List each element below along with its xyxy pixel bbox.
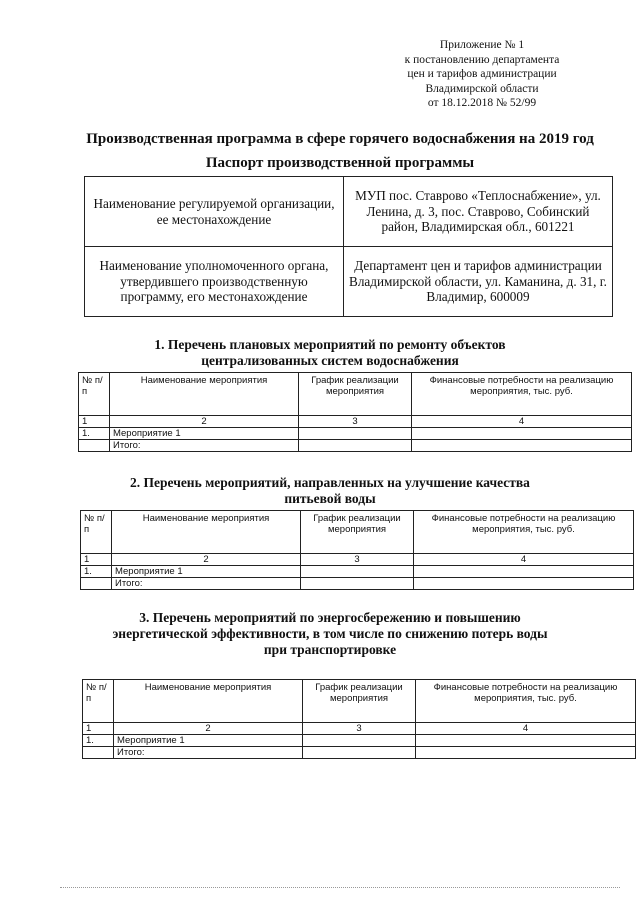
section-title-line: при транспортировке: [263, 642, 397, 657]
col-index: 1: [81, 554, 112, 566]
col-header-schedule: График реализации мероприятия: [303, 680, 416, 723]
section-title: [40, 610, 620, 658]
column-index-row: [79, 416, 632, 428]
total-schedule: [299, 440, 412, 452]
section-title-line: централизованных систем водоснабжения: [201, 353, 459, 368]
passport-label: Наименование уполномоченного органа, утвердившего производственную программу, его местонахождение: [85, 247, 344, 317]
row-finance: [414, 566, 634, 578]
passport-title: Паспорт производственной программы: [205, 155, 475, 171]
col-header-finance: Финансовые потребности на реализацию мероприятия, тыс. руб.: [416, 680, 636, 723]
total-row: [79, 440, 632, 452]
col-index: 4: [412, 416, 632, 428]
col-index: 2: [114, 723, 303, 735]
row-name: Мероприятие 1: [114, 735, 303, 747]
passport-value: МУП пос. Ставрово «Теплоснабжение», ул. Ленина, д. 3, пос. Ставрово, Собинский район, Владимирская обл., 601221: [344, 177, 613, 247]
col-index: 3: [303, 723, 416, 735]
section-title-line: 2. Перечень мероприятий, направленных на улучшение качества: [130, 475, 530, 490]
row-name: Мероприятие 1: [110, 428, 299, 440]
col-index: 4: [416, 723, 636, 735]
total-schedule: [301, 578, 414, 590]
appendix-line: от 18.12.2018 № 52/99: [427, 97, 537, 109]
total-schedule: [303, 747, 416, 759]
appendix-line: к постановлению департамента: [404, 53, 560, 66]
appendix-line: Владимирской области: [425, 82, 539, 95]
appendix-line: Приложение № 1: [439, 39, 525, 51]
section-title: [40, 475, 620, 507]
total-finance: [414, 578, 634, 590]
row-finance: [416, 735, 636, 747]
section-title-line: 3. Перечень мероприятий по энергосбережению и повышению: [139, 610, 521, 625]
activities-table: [82, 679, 636, 759]
section-title-line: 1. Перечень плановых мероприятий по ремонту объектов: [154, 337, 506, 352]
col-header-finance: Финансовые потребности на реализацию мероприятия, тыс. руб.: [412, 373, 632, 416]
total-num: [81, 578, 112, 590]
total-num: [79, 440, 110, 452]
col-index: 3: [299, 416, 412, 428]
section-title-line: питьевой воды: [284, 491, 376, 506]
col-header-name: Наименование мероприятия: [110, 373, 299, 416]
passport-row: [85, 247, 613, 317]
col-header-name: Наименование мероприятия: [114, 680, 303, 723]
passport-value: Департамент цен и тарифов администрации Владимирской области, ул. Каманина, д. 31, г. Владимир, 600009: [344, 247, 613, 317]
total-row: [81, 578, 634, 590]
scan-artifact-line: [60, 887, 620, 888]
total-row: [83, 747, 636, 759]
col-header-num: № п/п: [81, 511, 112, 554]
row-num: 1.: [79, 428, 110, 440]
total-label: Итого:: [110, 440, 299, 452]
table-row: [81, 566, 634, 578]
table-row: [83, 735, 636, 747]
col-header-num: № п/п: [83, 680, 114, 723]
col-index: 1: [79, 416, 110, 428]
passport-label: Наименование регулируемой организации, ее местонахождение: [85, 177, 344, 247]
col-index: 2: [112, 554, 301, 566]
appendix-header: [392, 38, 572, 111]
activities-table: [80, 510, 634, 590]
table-header-row: [79, 373, 632, 416]
total-label: Итого:: [112, 578, 301, 590]
section-title: [40, 337, 620, 369]
col-header-schedule: График реализации мероприятия: [299, 373, 412, 416]
passport-row: [85, 177, 613, 247]
row-finance: [412, 428, 632, 440]
total-finance: [412, 440, 632, 452]
total-label: Итого:: [114, 747, 303, 759]
table-header-row: [83, 680, 636, 723]
appendix-line: цен и тарифов администрации: [407, 68, 557, 80]
total-num: [83, 747, 114, 759]
column-index-row: [81, 554, 634, 566]
row-num: 1.: [83, 735, 114, 747]
total-finance: [416, 747, 636, 759]
col-index: 4: [414, 554, 634, 566]
col-header-num: № п/п: [79, 373, 110, 416]
passport-table: [84, 176, 613, 317]
col-index: 3: [301, 554, 414, 566]
row-schedule: [303, 735, 416, 747]
col-header-name: Наименование мероприятия: [112, 511, 301, 554]
table-row: [79, 428, 632, 440]
col-index: 2: [110, 416, 299, 428]
col-index: 1: [83, 723, 114, 735]
activities-table: [78, 372, 632, 452]
section-title-line: энергетической эффективности, в том числе по снижению потерь воды: [112, 626, 548, 641]
row-schedule: [299, 428, 412, 440]
row-name: Мероприятие 1: [112, 566, 301, 578]
table-header-row: [81, 511, 634, 554]
row-schedule: [301, 566, 414, 578]
main-title: Производственная программа в сфере горячего водоснабжения на 2019 год: [86, 131, 594, 147]
col-header-schedule: График реализации мероприятия: [301, 511, 414, 554]
col-header-finance: Финансовые потребности на реализацию мероприятия, тыс. руб.: [414, 511, 634, 554]
row-num: 1.: [81, 566, 112, 578]
column-index-row: [83, 723, 636, 735]
